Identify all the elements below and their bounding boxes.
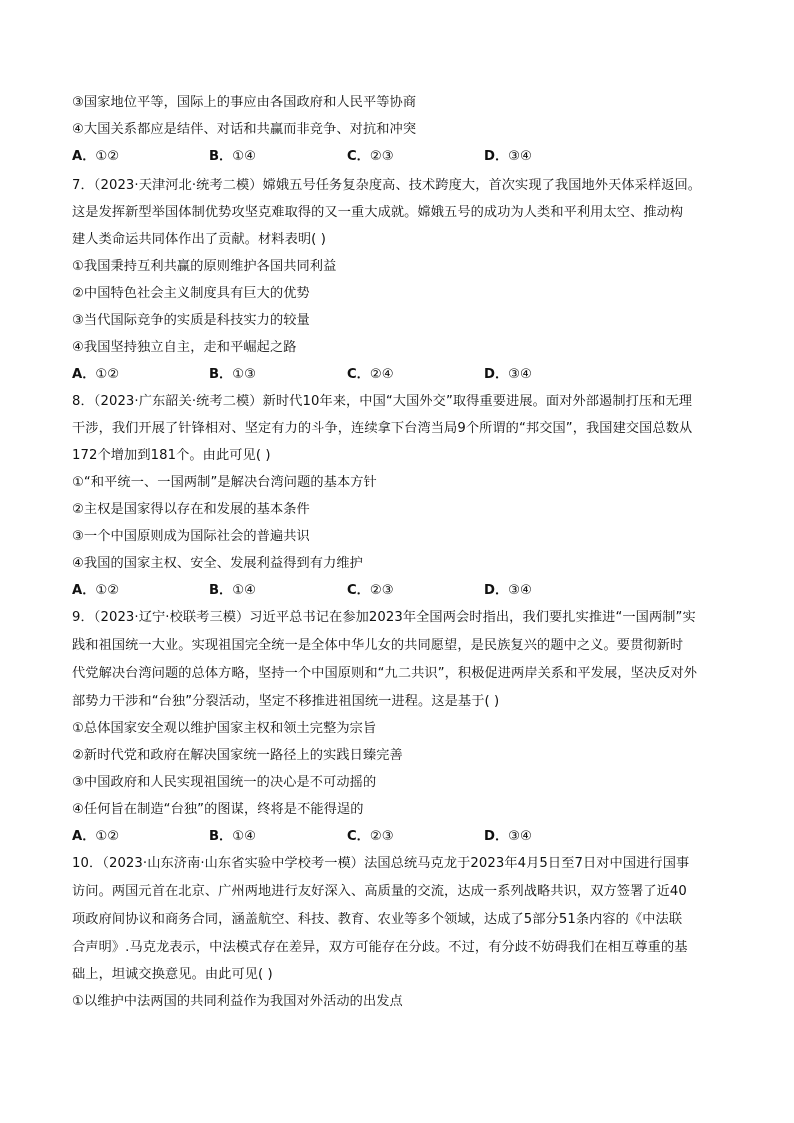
question-10-stem: 10．（2023·山东济南·山东省实验中学校考一模）法国总统马克龙于2023年4月5日至7日对中国进行国事 <box>72 856 690 871</box>
text-line: ③一个中国原则成为国际社会的普遍共识 <box>72 529 310 544</box>
text-line: ③当代国际竞争的实质是科技实力的较量 <box>72 313 310 328</box>
text-line: 干涉，我们开展了针锋相对、坚定有力的斗争，连续拿下台湾当局9个所谓的“邦交国”，我国建交国总数从 <box>72 421 693 436</box>
option-b: B．①③ <box>209 367 256 382</box>
text-line: ②中国特色社会主义制度具有巨大的优势 <box>72 286 310 301</box>
text-line: ①我国秉持互利共赢的原则维护各国共同利益 <box>72 259 337 274</box>
option-b: B．①④ <box>209 149 256 164</box>
answer-options <box>72 366 732 384</box>
text-line: 践和祖国统一大业。实现祖国完全统一是全体中华儿女的共同愿望，是民族复兴的题中之义。要贯彻新时 <box>72 638 684 653</box>
answer-options <box>72 148 732 166</box>
text-line: 项政府间协议和商务合同，涵盖航空、科技、教育、农业等多个领域，达成了5部分51条内容的《中法联 <box>72 912 683 927</box>
text-line: 建人类命运共同体作出了贡献。材料表明( ) <box>72 232 326 247</box>
option-a: A．①② <box>72 829 120 844</box>
text-line: 访问。两国元首在北京、广州两地进行友好深入、高质量的交流，达成一系列战略共识，双方签署了近40 <box>72 884 687 899</box>
option-b: B．①④ <box>209 583 256 598</box>
text-line: 部势力干涉和“台独”分裂活动，坚定不移推进祖国统一进程。这是基于( ) <box>72 694 500 709</box>
answer-options <box>72 582 732 600</box>
option-b: B．①④ <box>209 829 256 844</box>
text-line: ③中国政府和人民实现祖国统一的决心是不可动摇的 <box>72 775 377 790</box>
text-line: ④大国关系都应是结伴、对话和共赢而非竞争、对抗和冲突 <box>72 122 417 137</box>
option-c: C．②④ <box>347 367 394 382</box>
text-line: ④我国的国家主权、安全、发展利益得到有力维护 <box>72 556 363 571</box>
option-d: D．③④ <box>484 367 532 382</box>
text-line: 合声明》.马克龙表示，中法模式存在差异，双方可能存在分歧。不过，有分歧不妨碍我们在相互尊重的基 <box>72 940 688 955</box>
text-line: ①总体国家安全观以维护国家主权和领土完整为宗旨 <box>72 721 377 736</box>
text-line: ③国家地位平等，国际上的事应由各国政府和人民平等协商 <box>72 95 417 110</box>
text-line: ④我国坚持独立自主，走和平崛起之路 <box>72 340 297 355</box>
text-line: ①“和平统一、一国两制”是解决台湾问题的基本方针 <box>72 475 377 490</box>
option-a: A．①② <box>72 367 120 382</box>
option-a: A．①② <box>72 583 120 598</box>
option-d: D．③④ <box>484 149 532 164</box>
option-c: C．②③ <box>347 829 394 844</box>
text-line: ④任何旨在制造“台独”的图谋，终将是不能得逞的 <box>72 802 364 817</box>
question-8-stem: 8．（2023·广东韶关·统考二模）新时代10年来，中国“大国外交”取得重要进展。面对外部遏制打压和无理 <box>72 394 693 409</box>
question-7-stem: 7．（2023·天津河北·统考二模）嫦娥五号任务复杂度高、技术跨度大，首次实现了我国地外天体采样返回。 <box>72 178 702 193</box>
option-a: A．①② <box>72 149 120 164</box>
text-line: 这是发挥新型举国体制优势攻坚克难取得的又一重大成就。嫦娥五号的成功为人类和平利用太空、推动构 <box>72 205 684 220</box>
text-line: ②新时代党和政府在解决国家统一路径上的实践日臻完善 <box>72 748 403 763</box>
option-c: C．②③ <box>347 583 394 598</box>
question-9-stem: 9．（2023·辽宁·校联考三模）习近平总书记在参加2023年全国两会时指出，我们要扎实推进“一国两制”实 <box>72 610 696 625</box>
text-line: ①以维护中法两国的共同利益作为我国对外活动的出发点 <box>72 994 403 1009</box>
option-d: D．③④ <box>484 583 532 598</box>
option-d: D．③④ <box>484 829 532 844</box>
text-line: 础上，坦诚交换意见。由此可见( ) <box>72 967 273 982</box>
option-c: C．②③ <box>347 149 394 164</box>
text-line: 172个增加到181个。由此可见( ) <box>72 448 271 463</box>
answer-options <box>72 828 732 846</box>
text-line: 代党解决台湾问题的总体方略，坚持一个中国原则和“九二共识”，积极促进两岸关系和平发展，坚决反对外 <box>72 666 698 681</box>
text-line: ②主权是国家得以存在和发展的基本条件 <box>72 502 310 517</box>
